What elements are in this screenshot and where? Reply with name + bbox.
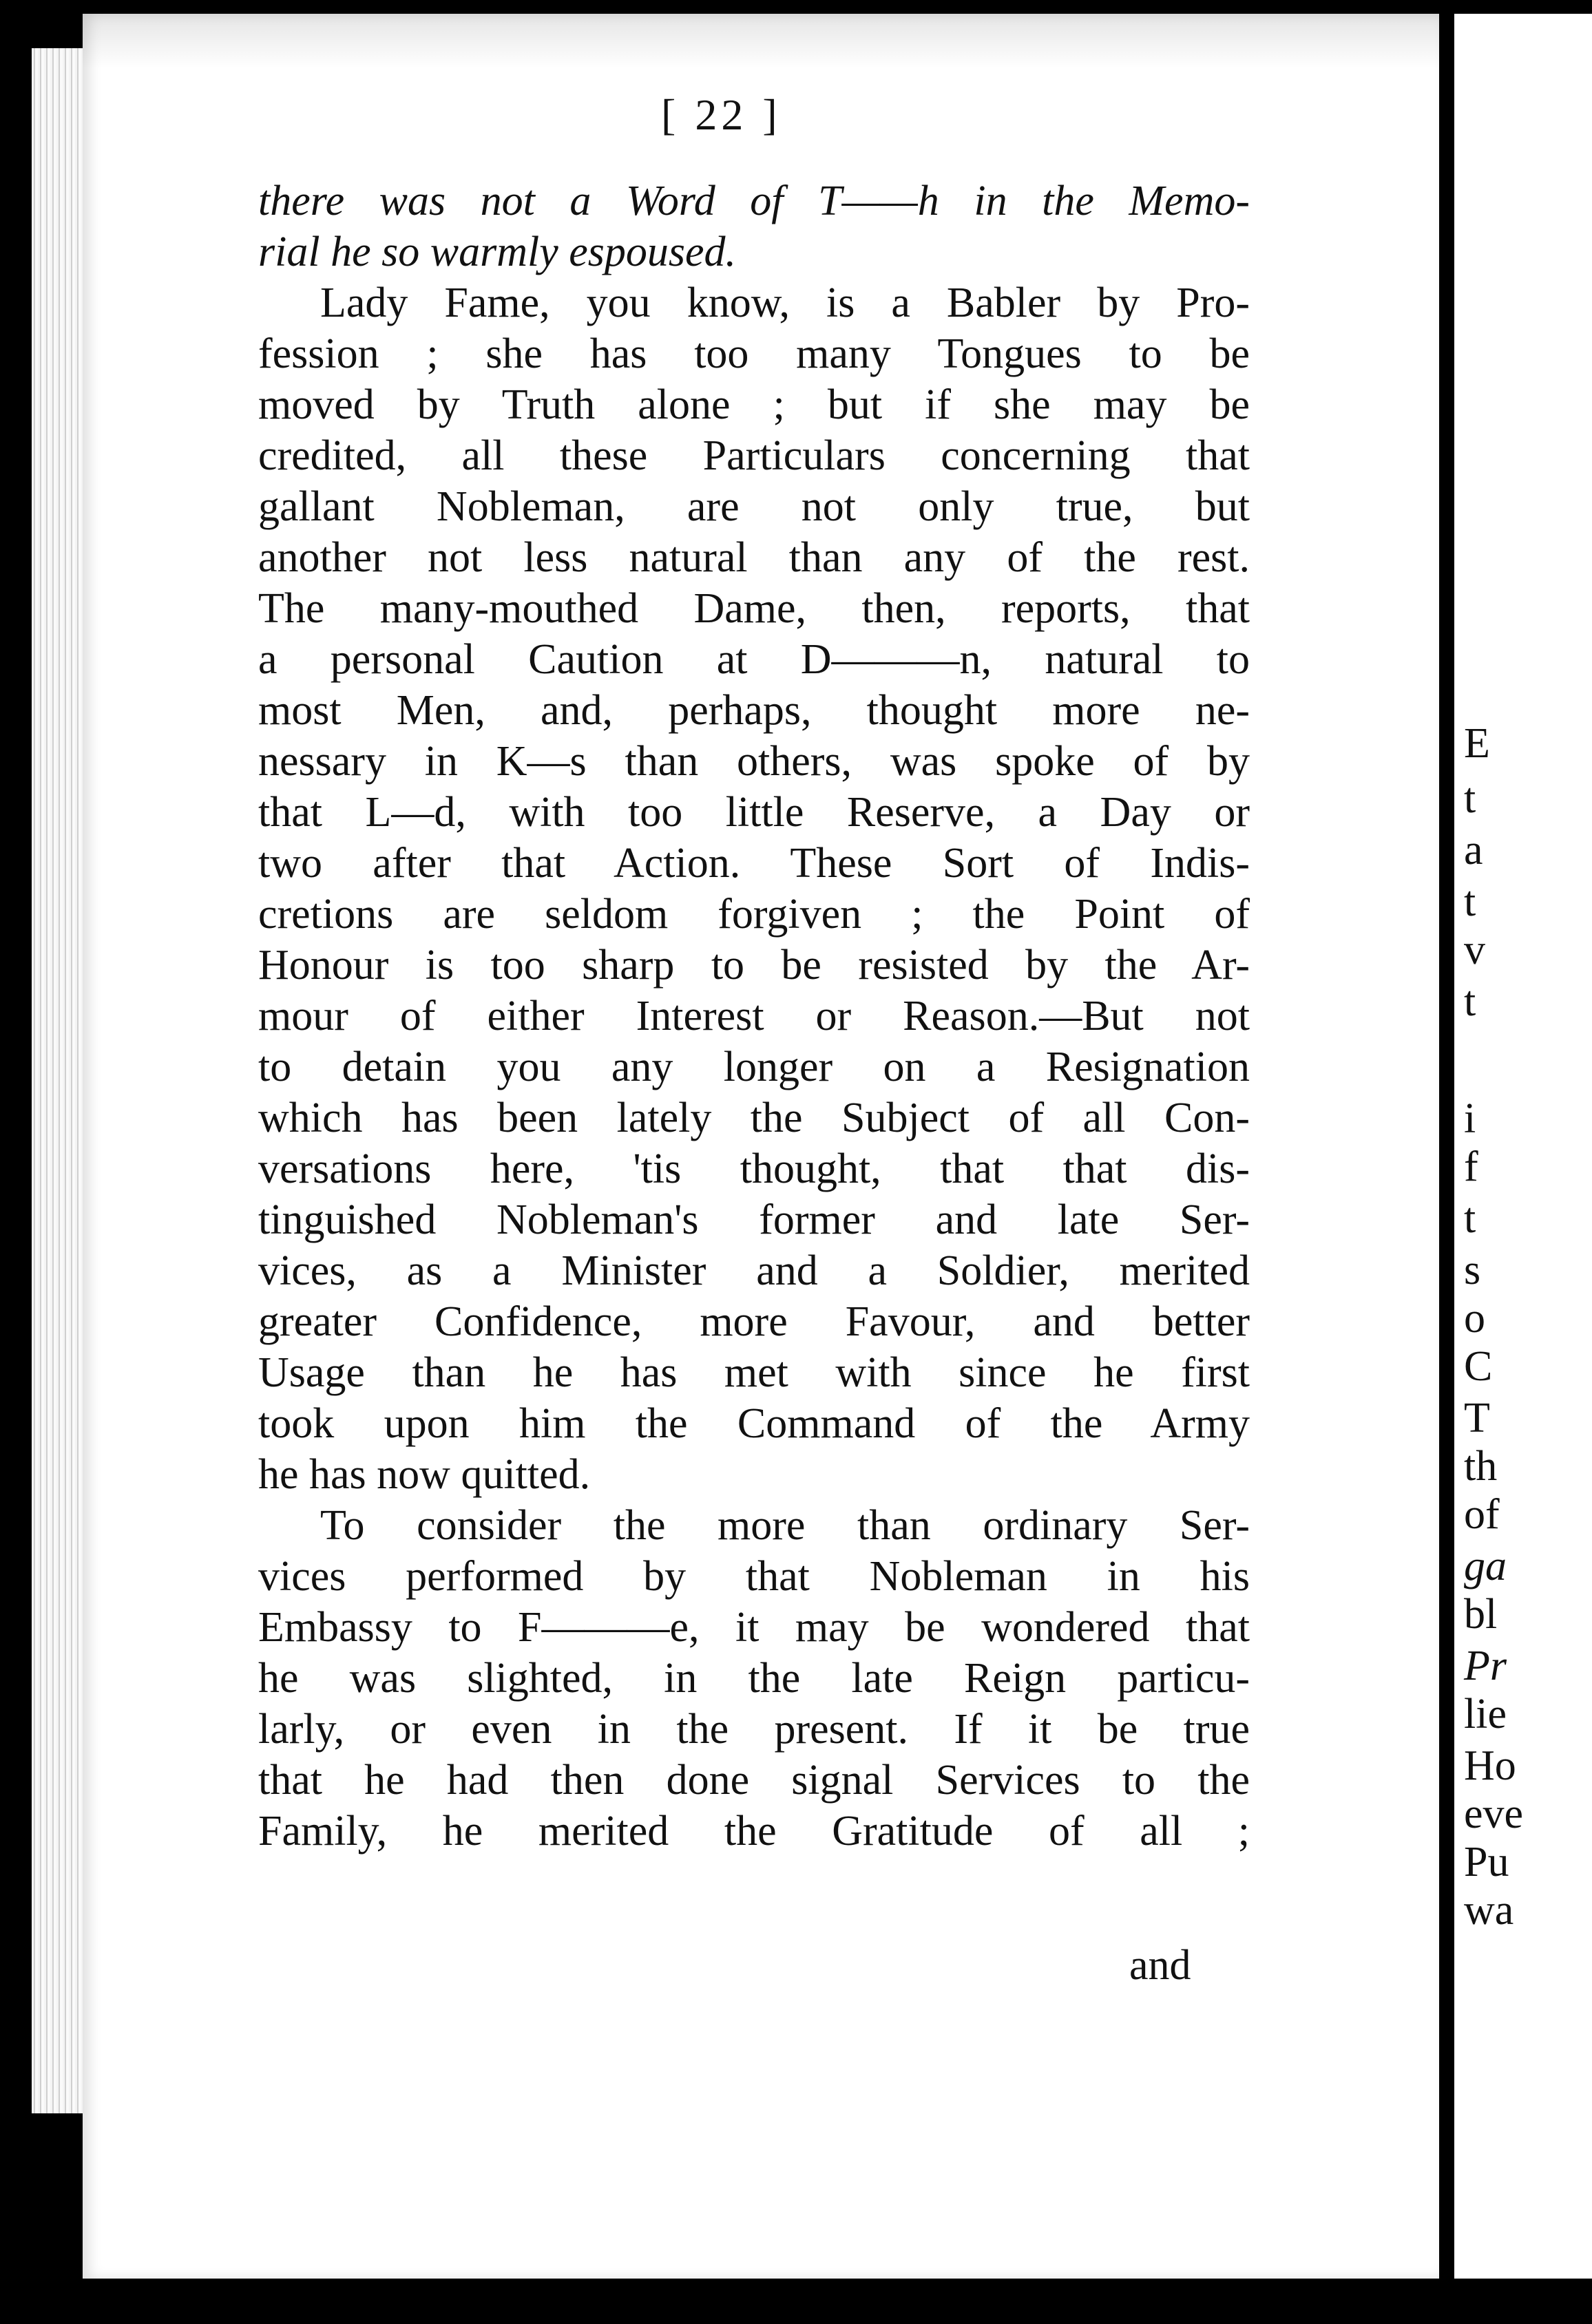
text-line: Usage than he has met with since he first <box>258 1349 1250 1396</box>
text-line: credited, all these Particulars concerning that <box>258 432 1250 479</box>
text-line: moved by Truth alone ; but if she may be <box>258 381 1250 428</box>
text-line: fession ; she has too many Tongues to be <box>258 330 1250 377</box>
text-line: another not less natural than any of the rest. <box>258 534 1250 581</box>
text-line: there was not a Word of T——h in the Memo- <box>258 178 1250 224</box>
text-line: a personal Caution at D———n, natural to <box>258 636 1250 683</box>
text-line: Lady Fame, you know, is a Babler by Pro- <box>320 279 1250 326</box>
page-number: [ 22 ] <box>661 90 782 139</box>
catchword: and <box>1129 1942 1191 1989</box>
text-line: tinguished Nobleman's former and late Ser- <box>258 1196 1250 1243</box>
facing-fragment: ga <box>1464 1543 1507 1589</box>
text-line: greater Confidence, more Favour, and better <box>258 1298 1250 1345</box>
facing-fragment: i <box>1464 1095 1476 1142</box>
text-line: he was slighted, in the late Reign particu- <box>258 1655 1250 1702</box>
text-line: that he had then done signal Services to the <box>258 1757 1250 1804</box>
facing-fragment: Pu <box>1464 1839 1509 1885</box>
text-line: versations here, 'tis thought, that that dis- <box>258 1145 1250 1192</box>
text-line: rial he so warmly espoused. <box>258 229 737 275</box>
text-line: nessary in K—s than others, was spoke of by <box>258 738 1250 785</box>
text-line: took upon him the Command of the Army <box>258 1400 1250 1447</box>
facing-fragment: th <box>1464 1443 1498 1490</box>
book-gutter <box>1439 0 1454 2324</box>
text-line: Family, he merited the Gratitude of all ; <box>258 1808 1250 1855</box>
facing-fragment: eve <box>1464 1790 1524 1837</box>
facing-fragment: o <box>1464 1295 1485 1342</box>
text-line: Embassy to F———e, it may be wondered that <box>258 1604 1250 1651</box>
text-line: two after that Action. These Sort of Indis- <box>258 840 1250 887</box>
facing-fragment: t <box>1464 775 1476 822</box>
facing-fragment: Pr <box>1464 1642 1507 1689</box>
text-line: To consider the more than ordinary Ser- <box>320 1502 1250 1549</box>
facing-fragment: of <box>1464 1491 1500 1538</box>
facing-fragment: wa <box>1464 1887 1514 1934</box>
text-line: mour of either Interest or Reason.—But not <box>258 993 1250 1039</box>
text-line: most Men, and, perhaps, thought more ne- <box>258 687 1250 734</box>
text-line: vices, as a Minister and a Soldier, merited <box>258 1247 1250 1294</box>
text-line: that L—d, with too little Reserve, a Day or <box>258 789 1250 836</box>
text-line: which has been lately the Subject of all Con- <box>258 1095 1250 1141</box>
page-shadow <box>83 14 1439 69</box>
facing-fragment: t <box>1464 878 1476 925</box>
text-line: Honour is too sharp to be resisted by the Ar- <box>258 942 1250 989</box>
facing-fragment: t <box>1464 978 1476 1025</box>
text-line: to detain you any longer on a Resignation <box>258 1044 1250 1090</box>
facing-fragment: v <box>1464 927 1485 973</box>
facing-fragment: a <box>1464 827 1483 874</box>
facing-fragment: E <box>1464 720 1490 767</box>
body-text <box>258 176 1250 1857</box>
facing-fragment: C <box>1464 1343 1493 1390</box>
text-line: vices performed by that Nobleman in his <box>258 1553 1250 1600</box>
text-line: cretions are seldom forgiven ; the Point of <box>258 891 1250 938</box>
facing-fragment: s <box>1464 1247 1481 1293</box>
facing-fragment: f <box>1464 1143 1478 1190</box>
facing-fragment: Ho <box>1464 1742 1516 1789</box>
text-line: larly, or even in the present. If it be true <box>258 1706 1250 1753</box>
facing-fragment: t <box>1464 1195 1476 1242</box>
facing-fragment: lie <box>1464 1691 1507 1737</box>
facing-fragment: T <box>1464 1395 1490 1441</box>
text-line: gallant Nobleman, are not only true, but <box>258 483 1250 530</box>
text-line: he has now quitted. <box>258 1451 591 1498</box>
text-line: The many-mouthed Dame, then, reports, that <box>258 585 1250 632</box>
facing-fragment: bl <box>1464 1591 1498 1638</box>
